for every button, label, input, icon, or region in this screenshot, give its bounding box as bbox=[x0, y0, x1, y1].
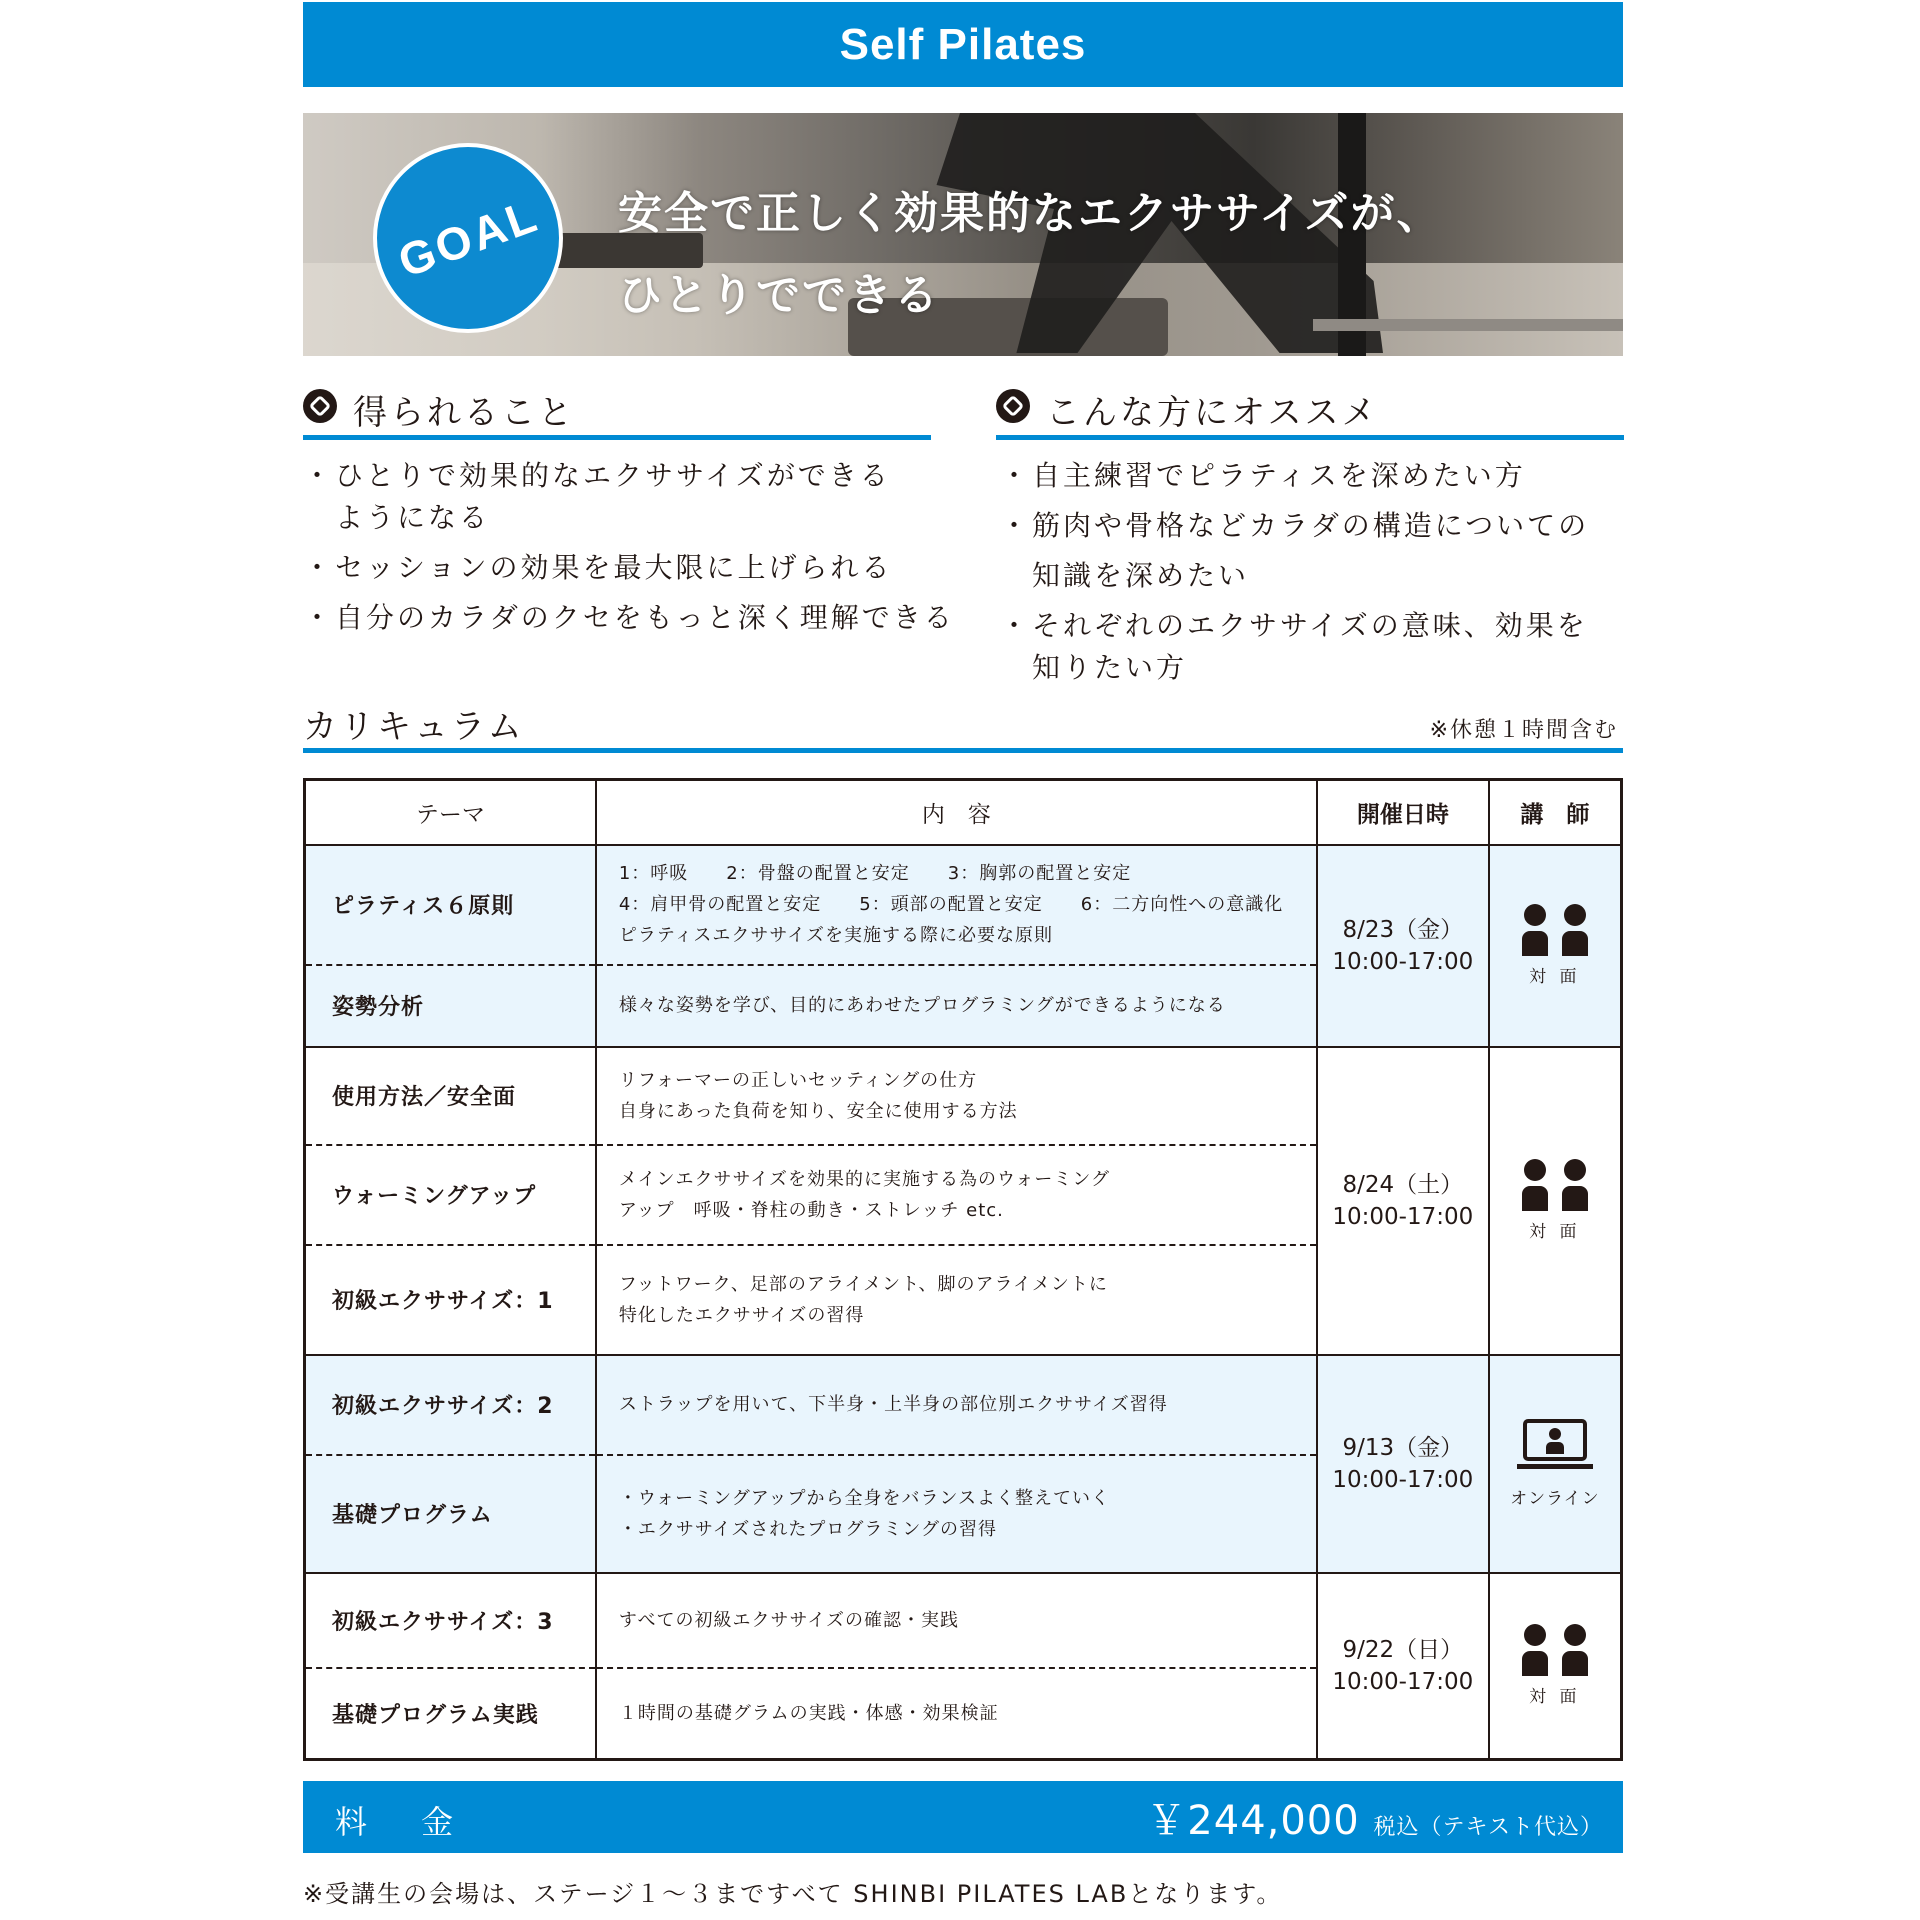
pilates-mark-icon bbox=[303, 389, 337, 423]
table-row bbox=[305, 1047, 1622, 1145]
row-description: フットワーク、足部のアライメント、脚のアライメントに 特化したエクササイズの習得 bbox=[596, 1245, 1317, 1355]
session-instructor: オンライン bbox=[1489, 1355, 1622, 1573]
people-icon bbox=[1522, 904, 1588, 956]
recommend-heading bbox=[996, 385, 1624, 440]
row-description: リフォーマーの正しいセッティングの仕方 自身にあった負荷を知り、安全に使用する方法 bbox=[596, 1047, 1317, 1145]
people-icon bbox=[1522, 1624, 1588, 1676]
column-header-date: 開催日時 bbox=[1317, 780, 1489, 845]
benefits-list bbox=[311, 455, 955, 639]
session-date: 8/23（金） 10:00-17:00 bbox=[1317, 845, 1489, 1047]
hero-headline bbox=[618, 173, 1442, 337]
recommend-list bbox=[1008, 455, 1589, 689]
curriculum-heading bbox=[303, 695, 1623, 753]
table-row bbox=[305, 845, 1622, 965]
row-theme: 姿勢分析 bbox=[305, 965, 596, 1047]
goal-badge bbox=[373, 143, 563, 333]
table-header-row bbox=[305, 780, 1622, 845]
table-row bbox=[305, 1355, 1622, 1455]
list-item: ・ それぞれのエクササイズの意味、効果を 知りたい方 bbox=[1008, 605, 1589, 689]
row-theme: 基礎プログラム bbox=[305, 1455, 596, 1573]
people-icon bbox=[1522, 1159, 1588, 1211]
row-theme: 初級エクササイズ：1 bbox=[305, 1245, 596, 1355]
row-theme: 初級エクササイズ：3 bbox=[305, 1573, 596, 1668]
list-item: ・ セッションの効果を最大限に上げられる bbox=[311, 547, 955, 589]
row-description: メインエクササイズを効果的に実施する為のウォーミング アップ 呼吸・脊柱の動き・ストレッチ etc. bbox=[596, 1145, 1317, 1245]
row-theme: 初級エクササイズ：2 bbox=[305, 1355, 596, 1455]
benefits-heading-label: 得られること bbox=[353, 393, 575, 433]
row-theme: ウォーミングアップ bbox=[305, 1145, 596, 1245]
column-header-theme: テーマ bbox=[305, 780, 596, 845]
row-theme: ピラティス６原則 bbox=[305, 845, 596, 965]
session-date: 9/13（金） 10:00-17:00 bbox=[1317, 1355, 1489, 1573]
list-item: ・ 自分のカラダのクセをもっと深く理解できる bbox=[311, 597, 955, 639]
curriculum-table bbox=[303, 778, 1623, 1761]
curriculum-note: ※休憩１時間含む bbox=[1429, 718, 1618, 743]
table-row bbox=[305, 1573, 1622, 1668]
hero-banner bbox=[303, 113, 1623, 356]
hero-headline-line2: ひとりでできる bbox=[618, 270, 940, 321]
list-item: ・ 自主練習でピラティスを深めたい方 bbox=[1008, 455, 1589, 497]
goal-badge-label: GOAL bbox=[391, 188, 545, 288]
page-title: Self Pilates bbox=[303, 2, 1623, 87]
venue-footnote: ※受講生の会場は、ステージ１～３まですべて SHINBI PILATES LABとなります。 bbox=[303, 1880, 1283, 1908]
curriculum-heading-label: カリキュラム bbox=[303, 707, 525, 747]
row-description: ストラップを用いて、下半身・上半身の部位別エクササイズ習得 bbox=[596, 1355, 1317, 1455]
row-description: １時間の基礎グラムの実践・体感・効果検証 bbox=[596, 1668, 1317, 1760]
column-header-content: 内 容 bbox=[596, 780, 1317, 845]
column-header-instructor: 講 師 bbox=[1489, 780, 1622, 845]
row-description: 1：呼吸 2：骨盤の配置と安定 3：胸郭の配置と安定 4：肩甲骨の配置と安定 5：頭部の配置と安定 6：二方向性への意識化 ピラティスエクササイズを実施する際に必要な原則 bbox=[596, 845, 1317, 965]
fee-bar bbox=[303, 1781, 1623, 1853]
session-instructor: 対 面 bbox=[1489, 1047, 1622, 1355]
list-item: ・ ひとりで効果的なエクササイズができる ようになる bbox=[311, 455, 955, 539]
row-theme: 基礎プログラム実践 bbox=[305, 1668, 596, 1760]
hero-headline-line1: 安全で正しく効果的なエクササイズが、 bbox=[618, 188, 1443, 239]
fee-label: 料 金 bbox=[335, 1803, 476, 1841]
list-item: ・ 筋肉や骨格などカラダの構造についての 知識を深めたい bbox=[1008, 505, 1589, 597]
session-date: 8/24（土） 10:00-17:00 bbox=[1317, 1047, 1489, 1355]
pilates-mark-icon bbox=[996, 389, 1030, 423]
session-instructor: 対 面 bbox=[1489, 1573, 1622, 1760]
fee-price: ￥244,000 税込（テキスト代込） bbox=[1146, 1798, 1603, 1844]
row-theme: 使用方法／安全面 bbox=[305, 1047, 596, 1145]
row-description: すべての初級エクササイズの確認・実践 bbox=[596, 1573, 1317, 1668]
benefits-heading bbox=[303, 385, 931, 440]
row-description: ・ウォーミングアップから全身をバランスよく整えていく ・エクササイズされたプログラミングの習得 bbox=[596, 1455, 1317, 1573]
recommend-heading-label: こんな方にオススメ bbox=[1046, 393, 1379, 433]
flyer-page bbox=[303, 0, 1623, 1920]
monitor-icon bbox=[1523, 1419, 1587, 1469]
session-instructor: 対 面 bbox=[1489, 845, 1622, 1047]
session-date: 9/22（日） 10:00-17:00 bbox=[1317, 1573, 1489, 1760]
row-description: 様々な姿勢を学び、目的にあわせたプログラミングができるようになる bbox=[596, 965, 1317, 1047]
